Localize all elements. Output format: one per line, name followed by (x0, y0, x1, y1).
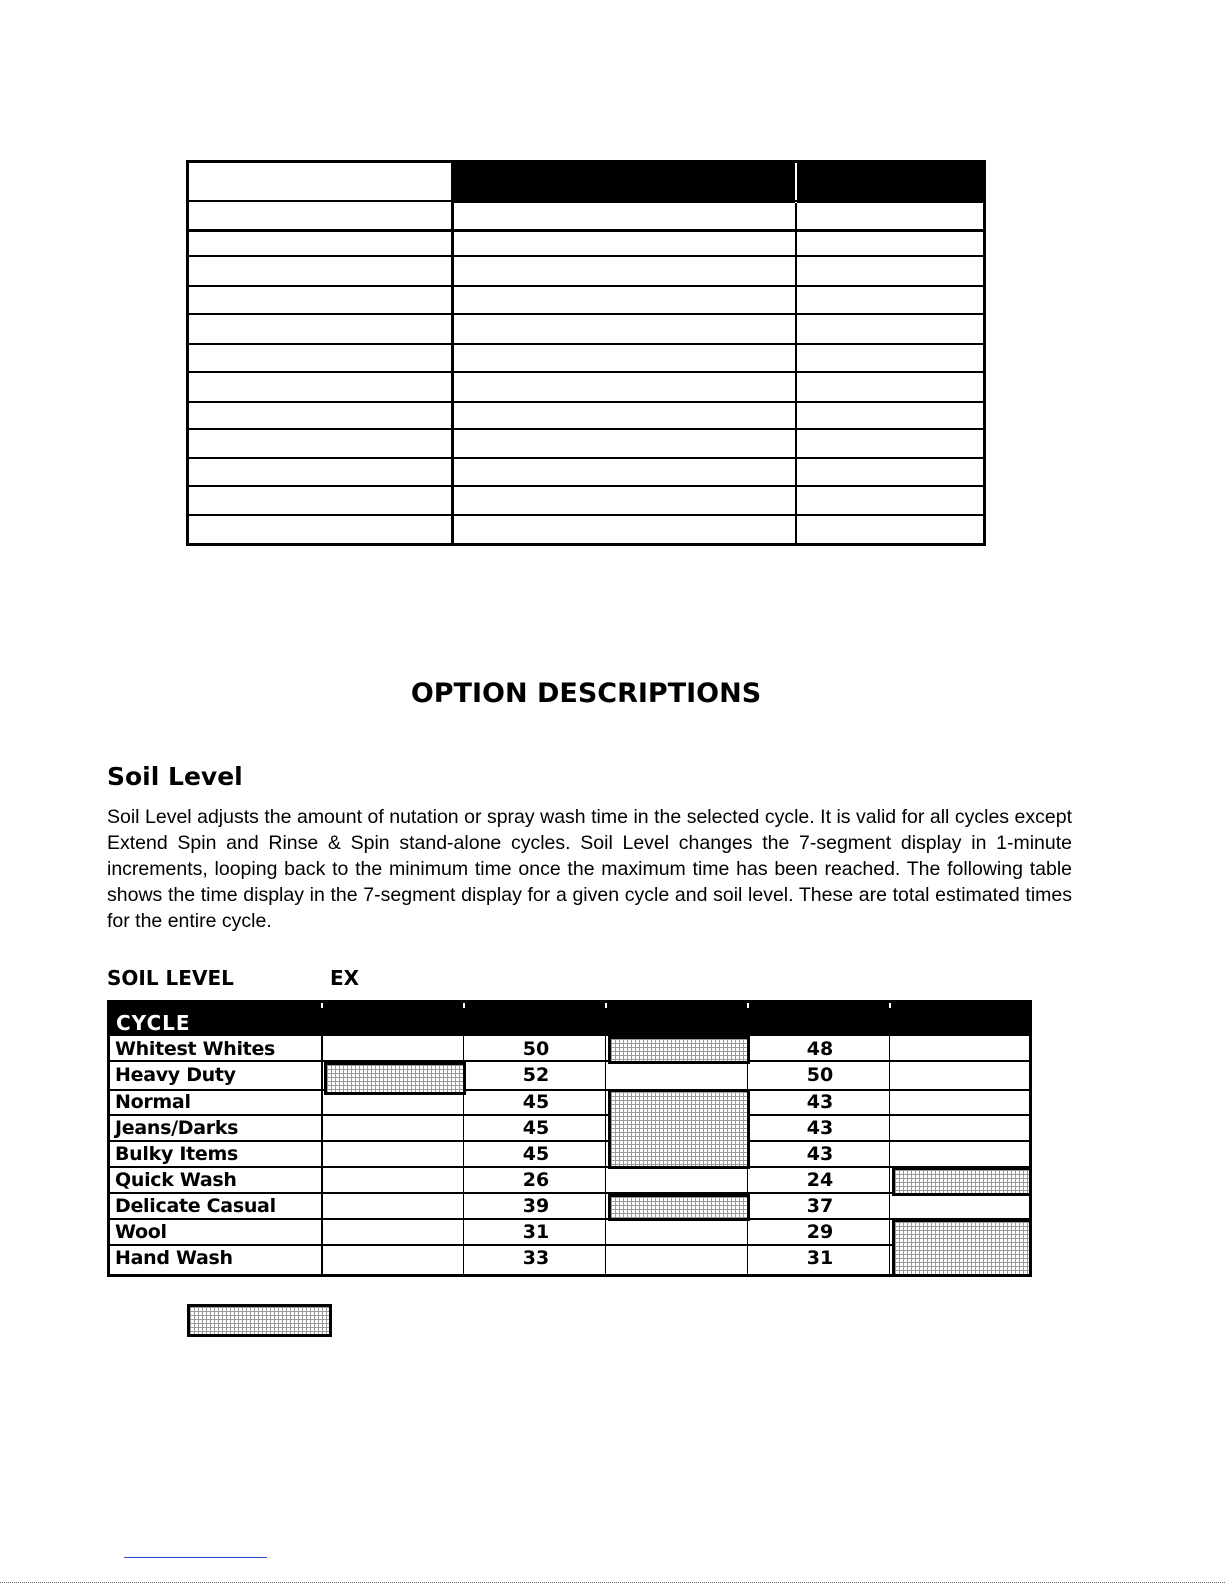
top-table-header-gap (795, 163, 797, 203)
cycle-name: Heavy Duty (115, 1064, 236, 1086)
time-value: 45 (522, 1091, 550, 1113)
top-table-row-line (189, 514, 983, 516)
time-value: 26 (522, 1169, 550, 1191)
soil-table-label-suffix: EX (330, 966, 360, 990)
cycle-name: Wool (115, 1221, 167, 1243)
top-table-row-line (189, 285, 983, 287)
soil-level-heading: Soil Level (107, 762, 243, 791)
time-value: 45 (522, 1117, 550, 1139)
cycle-name: Quick Wash (115, 1169, 237, 1191)
cycle-column-header: CYCLE (116, 1011, 191, 1035)
time-value: 33 (522, 1247, 550, 1269)
soil-level-table (107, 1000, 1032, 1277)
table-row (110, 1062, 1029, 1088)
header-separator (747, 1003, 749, 1008)
page-edge-dotted-line (0, 1582, 1225, 1583)
table-row (110, 1115, 1029, 1141)
top-table-row-line (189, 457, 983, 459)
cycle-name: Hand Wash (115, 1247, 233, 1269)
table-row (110, 1141, 1029, 1167)
time-value: 24 (806, 1169, 834, 1191)
cycle-name: Jeans/Darks (115, 1117, 239, 1139)
header-separator (889, 1003, 891, 1008)
top-table-row-line (189, 401, 983, 403)
time-value: 29 (806, 1221, 834, 1243)
section-title: OPTION DESCRIPTIONS (410, 678, 762, 709)
table-row (110, 1219, 1029, 1245)
table-row (110, 1036, 1029, 1062)
top-table-row-line (189, 343, 983, 345)
top-table-row-line (189, 313, 983, 315)
top-table-row-line (189, 428, 983, 430)
header-separator (605, 1003, 607, 1008)
time-value: 31 (806, 1247, 834, 1269)
time-value: 31 (522, 1221, 550, 1243)
time-value: 43 (806, 1117, 834, 1139)
table-row (110, 1089, 1029, 1115)
header-separator (463, 1003, 465, 1008)
footer-link-underline[interactable] (124, 1557, 267, 1558)
legend-hatch-swatch (187, 1304, 332, 1337)
top-table-row-line (189, 255, 983, 257)
top-table-row-line (189, 371, 983, 373)
table-row (110, 1167, 1029, 1193)
time-value: 45 (522, 1143, 550, 1165)
table-row (110, 1245, 1029, 1271)
top-table-row-line (189, 200, 983, 202)
top-empty-table (186, 160, 986, 546)
time-value: 43 (806, 1143, 834, 1165)
time-value: 39 (522, 1195, 550, 1217)
time-value: 43 (806, 1091, 834, 1113)
time-value: 37 (806, 1195, 834, 1217)
soil-level-description: Soil Level adjusts the amount of nutation or spray wash time in the selected cycle. It is valid for all cycles except Extend Spin and Rinse & Spin stand-alone cycles. Soil Level changes the 7-segment display in 1-minute increments, looping back to the minimum time once the maximum time has been reached. The following table shows the time display in the 7-segment display for a given cycle and soil level. These are total estimated times for the entire cycle. (107, 806, 1072, 932)
cycle-name: Bulky Items (115, 1143, 239, 1165)
cycle-name: Whitest Whites (115, 1038, 276, 1060)
time-value: 52 (522, 1064, 550, 1086)
top-table-header-fill (452, 163, 983, 203)
cycle-name: Normal (115, 1091, 191, 1113)
table-row (110, 1193, 1029, 1219)
header-separator (321, 1003, 323, 1008)
soil-table-header (110, 1003, 1029, 1036)
top-table-row-line (189, 229, 983, 232)
time-value: 50 (522, 1038, 550, 1060)
time-value: 50 (806, 1064, 834, 1086)
top-table-row-line (189, 485, 983, 487)
time-value: 48 (806, 1038, 834, 1060)
cycle-name: Delicate Casual (115, 1195, 276, 1217)
soil-table-label: SOIL LEVEL (107, 966, 234, 990)
